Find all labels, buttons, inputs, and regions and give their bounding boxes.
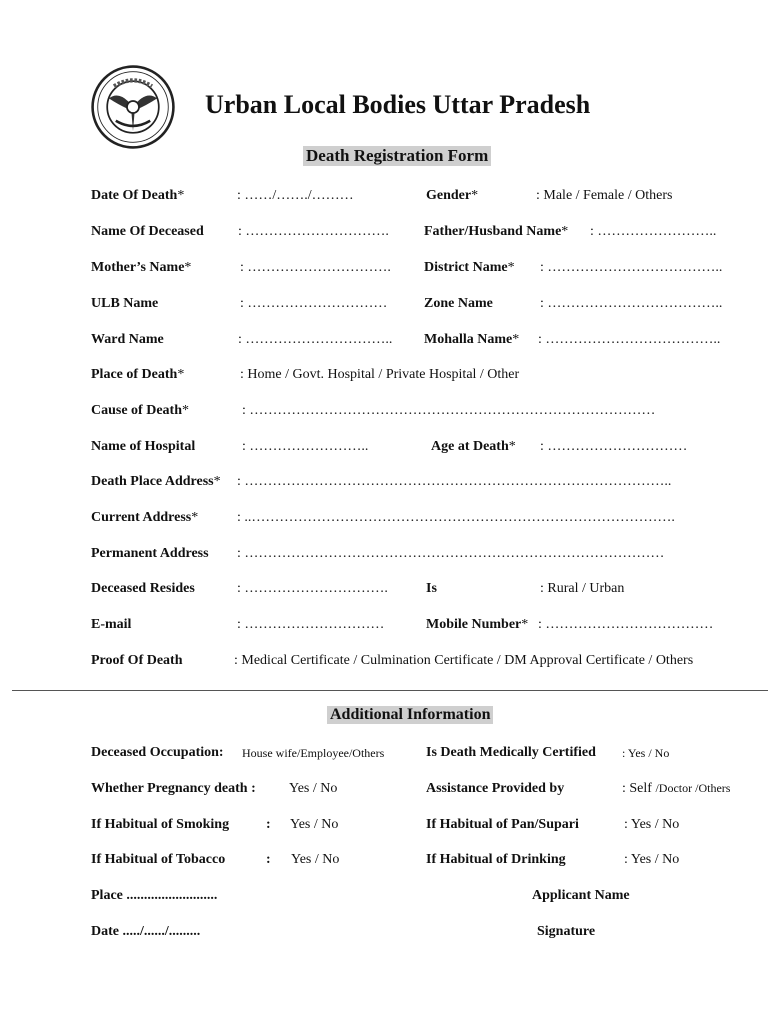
mothers-name-field[interactable]: : …………………………. <box>240 260 391 275</box>
smoking-colon: : <box>266 817 271 832</box>
gender-label: Gender* <box>426 188 479 203</box>
zone-name-field[interactable]: : ……………………………….. <box>540 296 723 311</box>
ward-name-label: Ward Name <box>91 332 164 347</box>
page-title: Urban Local Bodies Uttar Pradesh <box>205 90 591 119</box>
pan-supari-label: If Habitual of Pan/Supari <box>426 817 579 832</box>
zone-name-label: Zone Name <box>424 296 493 311</box>
date-of-death-field[interactable]: : ……/……./……… <box>237 188 354 203</box>
occupation-label: Deceased Occupation: <box>91 745 224 760</box>
death-place-address-field[interactable]: : ……………………………………………………………………………….. <box>237 474 672 489</box>
name-of-deceased-field[interactable]: : …………………………. <box>238 224 389 239</box>
assistance-options[interactable]: : Self /Doctor /Others <box>622 781 731 796</box>
applicant-name-label: Applicant Name <box>532 888 630 903</box>
tobacco-colon: : <box>266 852 271 867</box>
gender-options[interactable]: : Male / Female / Others <box>536 188 673 203</box>
section-divider <box>12 690 768 691</box>
death-place-address-label: Death Place Address* <box>91 474 221 489</box>
date-field[interactable]: Date ...../....../......... <box>91 924 201 939</box>
assistance-label: Assistance Provided by <box>426 781 565 796</box>
ulb-name-label: ULB Name <box>91 296 159 311</box>
deceased-resides-field[interactable]: : …………………………. <box>237 581 388 596</box>
up-government-emblem <box>90 64 176 150</box>
district-name-field[interactable]: : ……………………………….. <box>540 260 723 275</box>
proof-of-death-options[interactable]: : Medical Certificate / Culmination Certificate / DM Approval Certificate / Others <box>234 653 694 668</box>
mobile-number-label: Mobile Number* <box>426 617 529 632</box>
is-label: Is <box>426 581 437 596</box>
deceased-resides-label: Deceased Resides <box>91 581 195 596</box>
form-title: Death Registration Form <box>303 146 491 166</box>
name-of-hospital-label: Name of Hospital <box>91 439 196 454</box>
mohalla-name-label: Mohalla Name* <box>424 332 520 347</box>
current-address-field[interactable]: : ..………………………………………………………………………………. <box>237 510 675 525</box>
tobacco-options[interactable]: Yes / No <box>291 852 340 867</box>
current-address-label: Current Address* <box>91 510 199 525</box>
proof-of-death-label: Proof Of Death <box>91 653 183 668</box>
medically-certified-label: Is Death Medically Certified <box>426 745 596 760</box>
name-of-deceased-label: Name Of Deceased <box>91 224 204 239</box>
smoking-options[interactable]: Yes / No <box>290 817 339 832</box>
permanent-address-field[interactable]: : ……………………………………………………………………………… <box>237 546 665 561</box>
tobacco-label: If Habitual of Tobacco <box>91 852 226 867</box>
cause-of-death-field[interactable]: : …………………………………………………………………………… <box>242 403 656 418</box>
pregnancy-death-options[interactable]: Yes / No <box>289 781 338 796</box>
date-of-death-label: Date Of Death* <box>91 188 185 203</box>
cause-of-death-label: Cause of Death* <box>91 403 189 418</box>
drinking-options[interactable]: : Yes / No <box>624 852 680 867</box>
occupation-options[interactable]: House wife/Employee/Others <box>242 746 385 760</box>
mobile-number-field[interactable]: : ……………………………… <box>538 617 714 632</box>
father-husband-label: Father/Husband Name* <box>424 224 569 239</box>
mothers-name-label: Mother’s Name* <box>91 260 192 275</box>
medically-certified-options[interactable]: : Yes / No <box>622 746 670 760</box>
pregnancy-death-label: Whether Pregnancy death : <box>91 781 256 796</box>
permanent-address-label: Permanent Address <box>91 546 209 561</box>
place-field[interactable]: Place .......................... <box>91 888 218 903</box>
ward-name-field[interactable]: : ………………………….. <box>238 332 393 347</box>
place-of-death-label: Place of Death* <box>91 367 185 382</box>
mohalla-name-field[interactable]: : ……………………………….. <box>538 332 721 347</box>
age-at-death-label: Age at Death* <box>431 439 516 454</box>
ulb-name-field[interactable]: : ………………………… <box>240 296 388 311</box>
name-of-hospital-field[interactable]: : …………………….. <box>242 439 369 454</box>
district-name-label: District Name* <box>424 260 515 275</box>
smoking-label: If Habitual of Smoking <box>91 817 230 832</box>
pan-supari-options[interactable]: : Yes / No <box>624 817 680 832</box>
email-label: E-mail <box>91 617 132 632</box>
age-at-death-field[interactable]: : ………………………… <box>540 439 688 454</box>
father-husband-field[interactable]: : …………………….. <box>590 224 717 239</box>
email-field[interactable]: : ………………………… <box>237 617 385 632</box>
rural-urban-options[interactable]: : Rural / Urban <box>540 581 625 596</box>
place-of-death-options[interactable]: : Home / Govt. Hospital / Private Hospital / Other <box>240 367 520 382</box>
signature-label: Signature <box>537 924 596 939</box>
drinking-label: If Habitual of Drinking <box>426 852 566 867</box>
additional-info-heading: Additional Information <box>327 706 493 724</box>
